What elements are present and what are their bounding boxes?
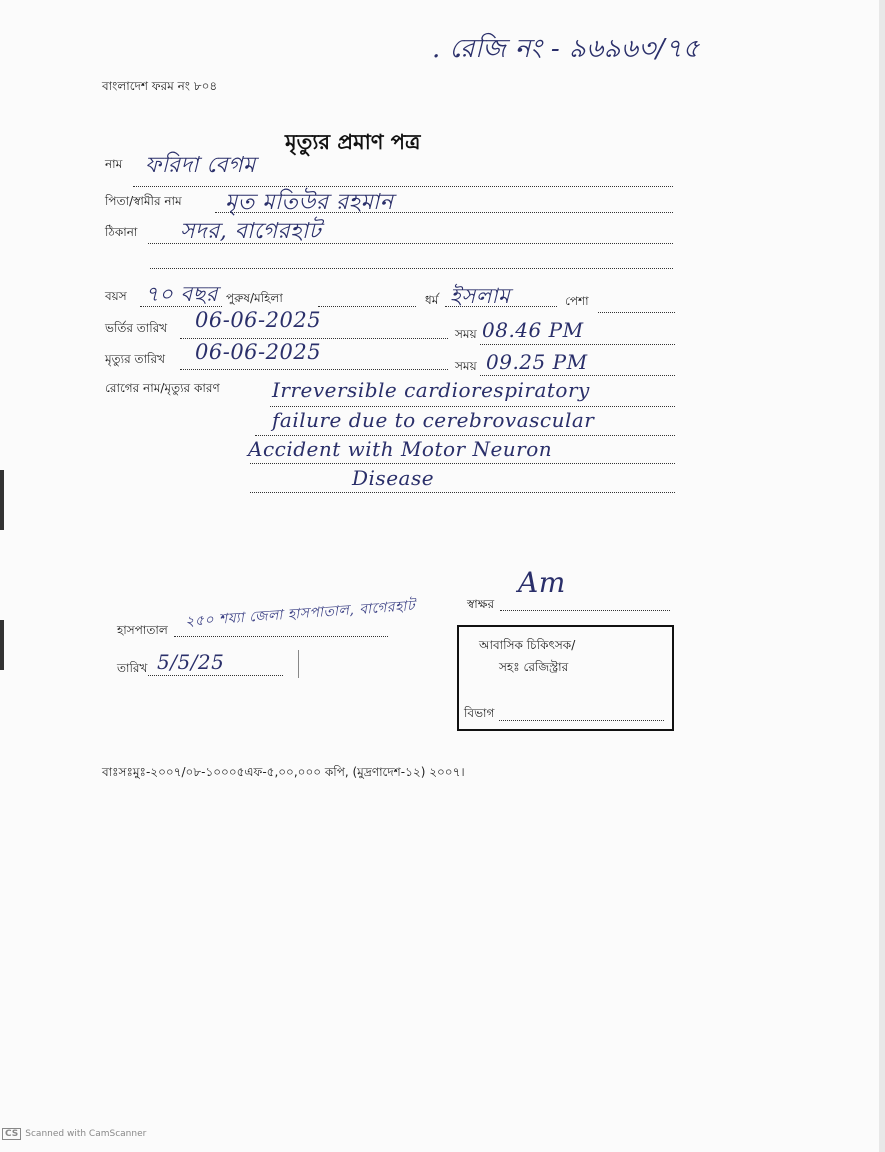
scanner-watermark-text: Scanned with CamScanner bbox=[25, 1129, 147, 1139]
parent-value: মৃত মতিউর রহমান bbox=[225, 190, 394, 215]
name-line bbox=[133, 186, 673, 187]
signature-label: স্বাক্ষর bbox=[467, 597, 495, 611]
religion-value: ইসলাম bbox=[450, 284, 511, 308]
age-label: বয়স bbox=[105, 289, 127, 303]
parent-label: পিতা/স্বামীর নাম bbox=[105, 194, 182, 208]
department-line bbox=[499, 720, 664, 721]
cause-line-1 bbox=[270, 406, 675, 407]
name-value: ফরিদা বেগম bbox=[145, 153, 256, 178]
cause-line-4 bbox=[250, 492, 675, 493]
certificate-title: মৃত্যুর প্রমাণ পত্র bbox=[285, 130, 421, 154]
printer-line: বাঃসঃমুঃ-২০০৭/০৮-১০০০৫এফ-৫,০০,০০০ কপি, (মুদ্রণাদেশ-১২) ২০০৭। bbox=[102, 765, 465, 779]
cause-text-3: Accident with Motor Neuron bbox=[248, 437, 553, 461]
box-line-1: আবাসিক চিকিৎসক/ bbox=[479, 638, 576, 652]
cause-line-2 bbox=[255, 435, 675, 436]
death-time-value: 09.25 PM bbox=[486, 350, 588, 374]
gender-line bbox=[318, 306, 416, 307]
death-date-label: মৃত্যুর তারিখ bbox=[105, 352, 165, 366]
cause-line-3 bbox=[250, 463, 675, 464]
department-label: বিভাগ bbox=[464, 706, 495, 720]
date-value: 5/5/25 bbox=[157, 650, 225, 674]
hospital-stamp: ২৫০ শয্যা জেলা হাসপাতাল, বাগেরহাট bbox=[184, 597, 416, 631]
death-date-line bbox=[180, 369, 448, 370]
hospital-line bbox=[174, 636, 388, 637]
box-line-2: সহঃ রেজিস্ট্রার bbox=[499, 660, 569, 674]
left-edge-mark bbox=[0, 620, 4, 670]
age-value: ৭০ বছর bbox=[145, 282, 218, 306]
right-page-edge bbox=[879, 0, 885, 1152]
address-line-2 bbox=[150, 268, 673, 269]
death-time-line bbox=[480, 375, 675, 376]
date-label: তারিখ bbox=[117, 661, 148, 675]
date-line bbox=[148, 675, 283, 676]
cause-text-2: failure due to cerebrovascular bbox=[272, 408, 595, 432]
scanner-watermark bbox=[2, 1128, 146, 1140]
admission-time-line bbox=[480, 344, 675, 345]
signatory-box bbox=[457, 625, 674, 731]
cause-text-1: Irreversible cardiorespiratory bbox=[272, 378, 590, 402]
admission-date-value: 06-06-2025 bbox=[195, 308, 322, 332]
name-label: নাম bbox=[105, 157, 123, 171]
death-date-value: 06-06-2025 bbox=[195, 340, 322, 364]
admission-date-label: ভর্তির তারিখ bbox=[105, 321, 168, 335]
registration-number: . রেজি নং - ৯৬৯৬৩/৭৫ bbox=[432, 34, 700, 64]
gender-label: পুরুষ/মহিলা bbox=[226, 291, 283, 305]
death-time-label: সময় bbox=[455, 359, 477, 373]
stamp-edge bbox=[298, 650, 299, 678]
admission-time-label: সময় bbox=[455, 327, 477, 341]
admission-time-value: 08.46 PM bbox=[482, 318, 584, 342]
occupation-label: পেশা bbox=[565, 294, 589, 308]
camscanner-logo-icon: CS bbox=[2, 1128, 21, 1140]
address-label: ঠিকানা bbox=[105, 225, 138, 239]
cause-text-4: Disease bbox=[352, 466, 435, 490]
address-value: সদর, বাগেরহাট bbox=[180, 219, 322, 244]
signature-mark: Am bbox=[518, 566, 566, 599]
cause-label: রোগের নাম/মৃত্যুর কারণ bbox=[105, 381, 220, 395]
religion-label: ধর্ম bbox=[425, 293, 439, 307]
hospital-label: হাসপাতাল bbox=[117, 623, 168, 637]
occupation-line bbox=[598, 312, 675, 313]
signature-line bbox=[500, 610, 670, 611]
admission-date-line bbox=[180, 338, 448, 339]
form-number: বাংলাদেশ ফরম নং ৮০৪ bbox=[102, 79, 218, 93]
left-edge-mark bbox=[0, 470, 4, 530]
